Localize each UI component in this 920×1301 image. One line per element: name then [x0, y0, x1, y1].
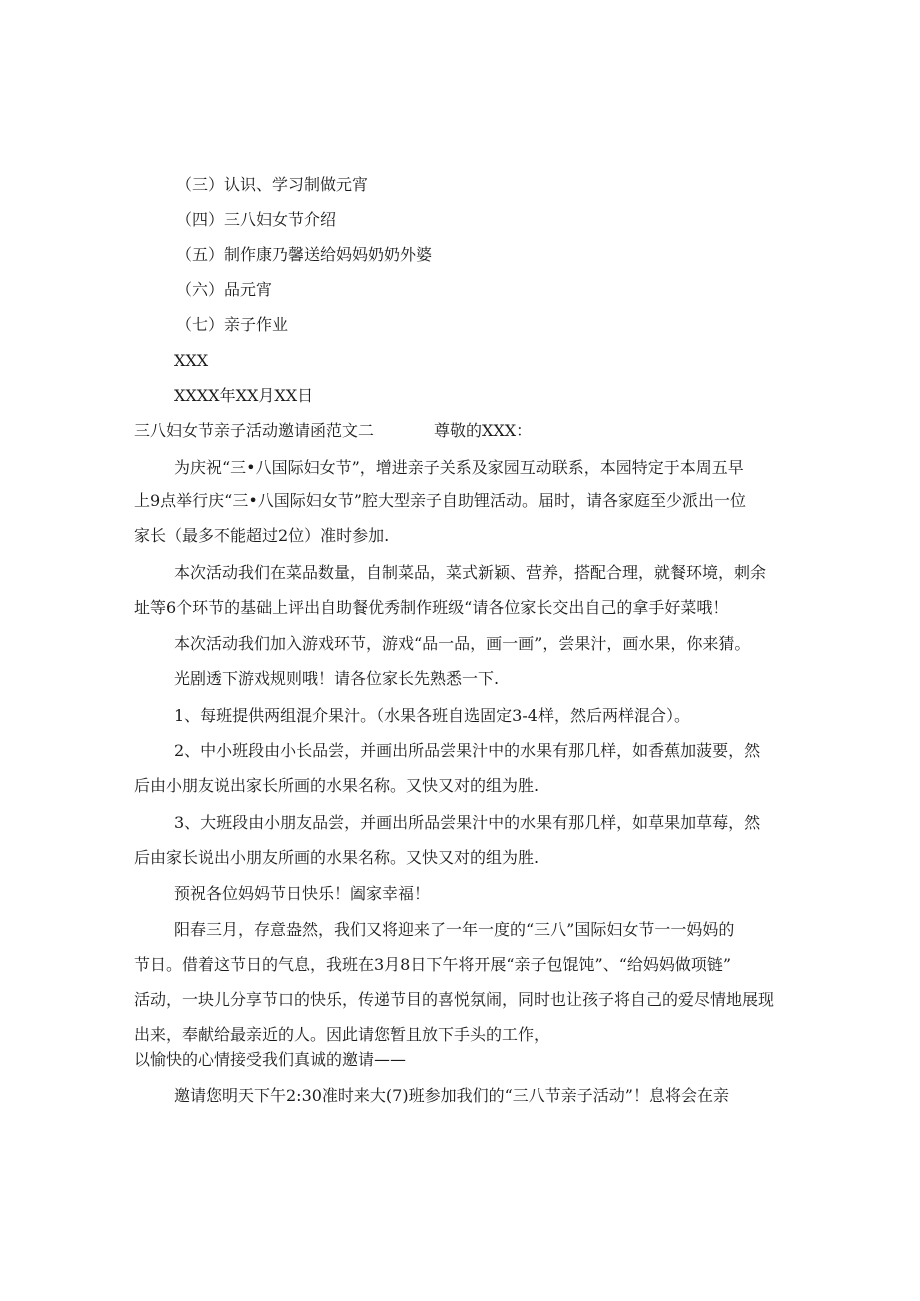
list-item: （四）三八妇女节介绍	[176, 210, 337, 229]
section-title: 三八妇女节亲子活动邀请函范文二	[134, 421, 375, 440]
list-item: （三）认识、学习制做元宵	[176, 175, 369, 194]
list-item: （六）品元宵	[176, 280, 273, 299]
paragraph-line: 为庆祝“三•八国际妇女节”，增进亲子关系及家园互动联系，本园特定于本周五早	[174, 458, 744, 477]
paragraph-line: 本次活动我们加入游戏环节，游戏“品一品，画一画”，尝果汁，画水果，你来猜。	[174, 634, 751, 653]
rule-item: 2、中小班段由小长品尝，并画出所品尝果汁中的水果有那几样，如香蕉加菠要，然	[174, 741, 761, 760]
rule-item: 1、每班提供两组混介果汁。（水果各班自选固定3-4样，然后两样混合）。	[174, 706, 690, 725]
signature-date: XXXX年XX月XX日	[174, 386, 314, 405]
paragraph-line: 址等6个环节的基础上评出自助餐优秀制作班级“请各位家长交出自己的拿手好菜哦！	[134, 598, 729, 617]
paragraph-line: 出来，奉献给最亲近的人。因此请您暂且放下手头的工作，	[134, 1025, 551, 1044]
rule-item: 3、大班段由小朋友品尝，并画出所品尝果汁中的水果有那几样，如草果加草莓，然	[174, 813, 761, 832]
paragraph-line: 活动，一块儿分享节口的快乐，传递节目的喜悦氛闹，同时也让孩子将自己的爱尽情地展现	[134, 990, 775, 1009]
paragraph-line: 家长（最多不能超过2位）准时参加.	[134, 526, 390, 545]
paragraph-line: 节日。借着这节日的气息，我班在3月8日下午将开展“亲子包馄饨”、“给妈妈做项链”	[134, 955, 732, 974]
list-item: （五）制作康乃馨送给妈妈奶奶外婆	[176, 245, 433, 264]
signature-name: XXX	[174, 351, 209, 370]
paragraph-line: 阳春三月，存意盎然，我们又将迎来了一年一度的“三八”国际妇女节一一妈妈的	[174, 920, 735, 939]
paragraph-line: 以愉快的心情接受我们真诚的邀请——	[134, 1050, 407, 1069]
paragraph-line: 本次活动我们在菜品数量，自制菜品，菜式新颖、营养，搭配合理，就餐环境，刺余	[174, 563, 767, 582]
rule-item: 后由家长说出小朋友所画的水果名称。又快又对的组为胜.	[134, 848, 540, 867]
salutation: 尊敬的XXX：	[434, 421, 533, 440]
paragraph-line: 光剧透下游戏规则哦！请各位家长先熟悉一下.	[174, 669, 500, 688]
wish-line: 预祝各位妈妈节日快乐！阖家幸福！	[174, 884, 431, 903]
rule-item: 后由小朋友说出家长所画的水果名称。又快又对的组为胜.	[134, 776, 540, 795]
paragraph-line: 上9点举行庆“三•八国际妇女节”腔大型亲子自助锂活动。届时，请各家庭至少派出一位	[134, 491, 746, 510]
paragraph-line: 邀请您明天下午2:30准时来大(7)班参加我们的“三八节亲子活动”！息将会在亲	[174, 1086, 729, 1105]
list-item: （七）亲子作业	[176, 315, 289, 334]
